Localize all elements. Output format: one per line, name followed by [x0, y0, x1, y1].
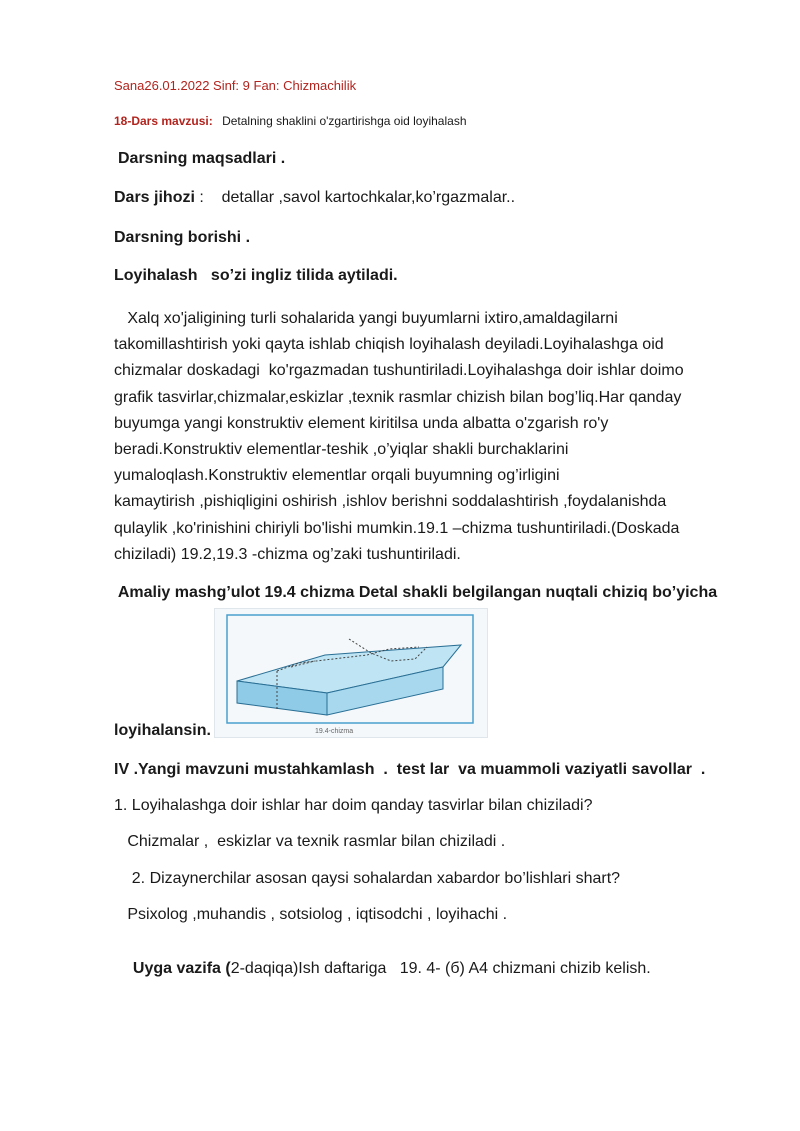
date-line: Sana26.01.2022 Sinf: 9 Fan: Chizmachilik: [114, 78, 357, 93]
homework-line: [124, 942, 651, 978]
body-line: grafik tasvirlar,chizmalar,eskizlar ,texnik rasmlar chizish bilan bog’liq.Har qanday: [114, 388, 682, 406]
progress-heading: Darsning borishi .: [114, 229, 251, 246]
homework-label: Uyga vazifa (: [132, 960, 231, 977]
body-line: beradi.Konstruktiv elementlar-teshik ,o’yiqlar shakli burchaklarini: [114, 441, 569, 459]
homework-value: 2-daqiqa)Ish daftariga 19. 4- (б) A4 chizmani chizib kelish.: [230, 960, 651, 977]
practice-tail: loyihalansin.: [114, 722, 211, 739]
topic-line: [114, 114, 467, 128]
equipment-line: [114, 189, 515, 207]
body-line: chiziladi) 19.2,19.3 -chizma og’zaki tushuntiriladi.: [114, 545, 461, 563]
body-line: kamaytirish ,pishiqligini oshirish ,ishlov berishni soddalashtirish ,foydalanishda: [114, 493, 667, 511]
reinforce-heading: IV .Yangi mavzuni mustahkamlash . test lar va muammoli vaziyatli savollar .: [114, 761, 706, 778]
answer-2: Psixolog ,muhandis , sotsiolog , iqtisodchi , loyihachi .: [114, 906, 508, 923]
practice-heading: Amaliy mashg’ulot 19.4 chizma Detal shakli belgilangan nuqtali chiziq bo’yicha: [114, 584, 718, 601]
answer-1: Chizmalar , eskizlar va texnik rasmlar bilan chiziladi .: [114, 833, 506, 850]
body-line: buyumga yangi konstruktiv element kiritilsa unda albatta o'zgarish ro'y: [114, 414, 609, 432]
body-line: Xalq xo'jaligining turli sohalarida yangi buyumlarni ixtiro,amaldagilarni: [114, 310, 618, 327]
body-line: takomillashtirish yoki qayta ishlab chiqish loyihalash deyiladi.Loyihalashga oid: [114, 336, 664, 354]
topic-label: 18-Dars mavzusi:: [114, 114, 213, 128]
block-drawing: [215, 609, 487, 729]
topic-value: Detalning shaklini o'zgartirishga oid loyihalash: [222, 114, 467, 128]
question-2: 2. Dizaynerchilar asosan qaysi sohalardan xabardor bo’lishlari shart?: [114, 870, 621, 887]
detail-figure: [214, 608, 488, 738]
equipment-value: : detallar ,savol kartochkalar,ko’rgazmalar..: [194, 189, 516, 206]
goals-heading: Darsning maqsadlari .: [118, 150, 286, 167]
figure-caption: 19.4-chizma: [315, 728, 354, 735]
body-line: chizmalar doskadagi ko'rgazmadan tushuntiriladi.Loyihalashga doir ishlar doimo: [114, 362, 684, 380]
etymology-heading: Loyihalash so’zi ingliz tilida aytiladi.: [114, 267, 398, 284]
question-1: 1. Loyihalashga doir ishlar har doim qanday tasvirlar bilan chiziladi?: [114, 797, 593, 814]
body-paragraph: [114, 306, 744, 568]
body-line: qulaylik ,ko'rinishini chiriyli bo'lishi mumkin.19.1 –chizma tushuntiriladi.(Doskada: [114, 519, 680, 537]
equipment-label: Dars jihozi: [114, 189, 195, 206]
body-line: yumaloqlash.Konstruktiv elementlar orqali buyumning og’irligini: [114, 467, 560, 485]
